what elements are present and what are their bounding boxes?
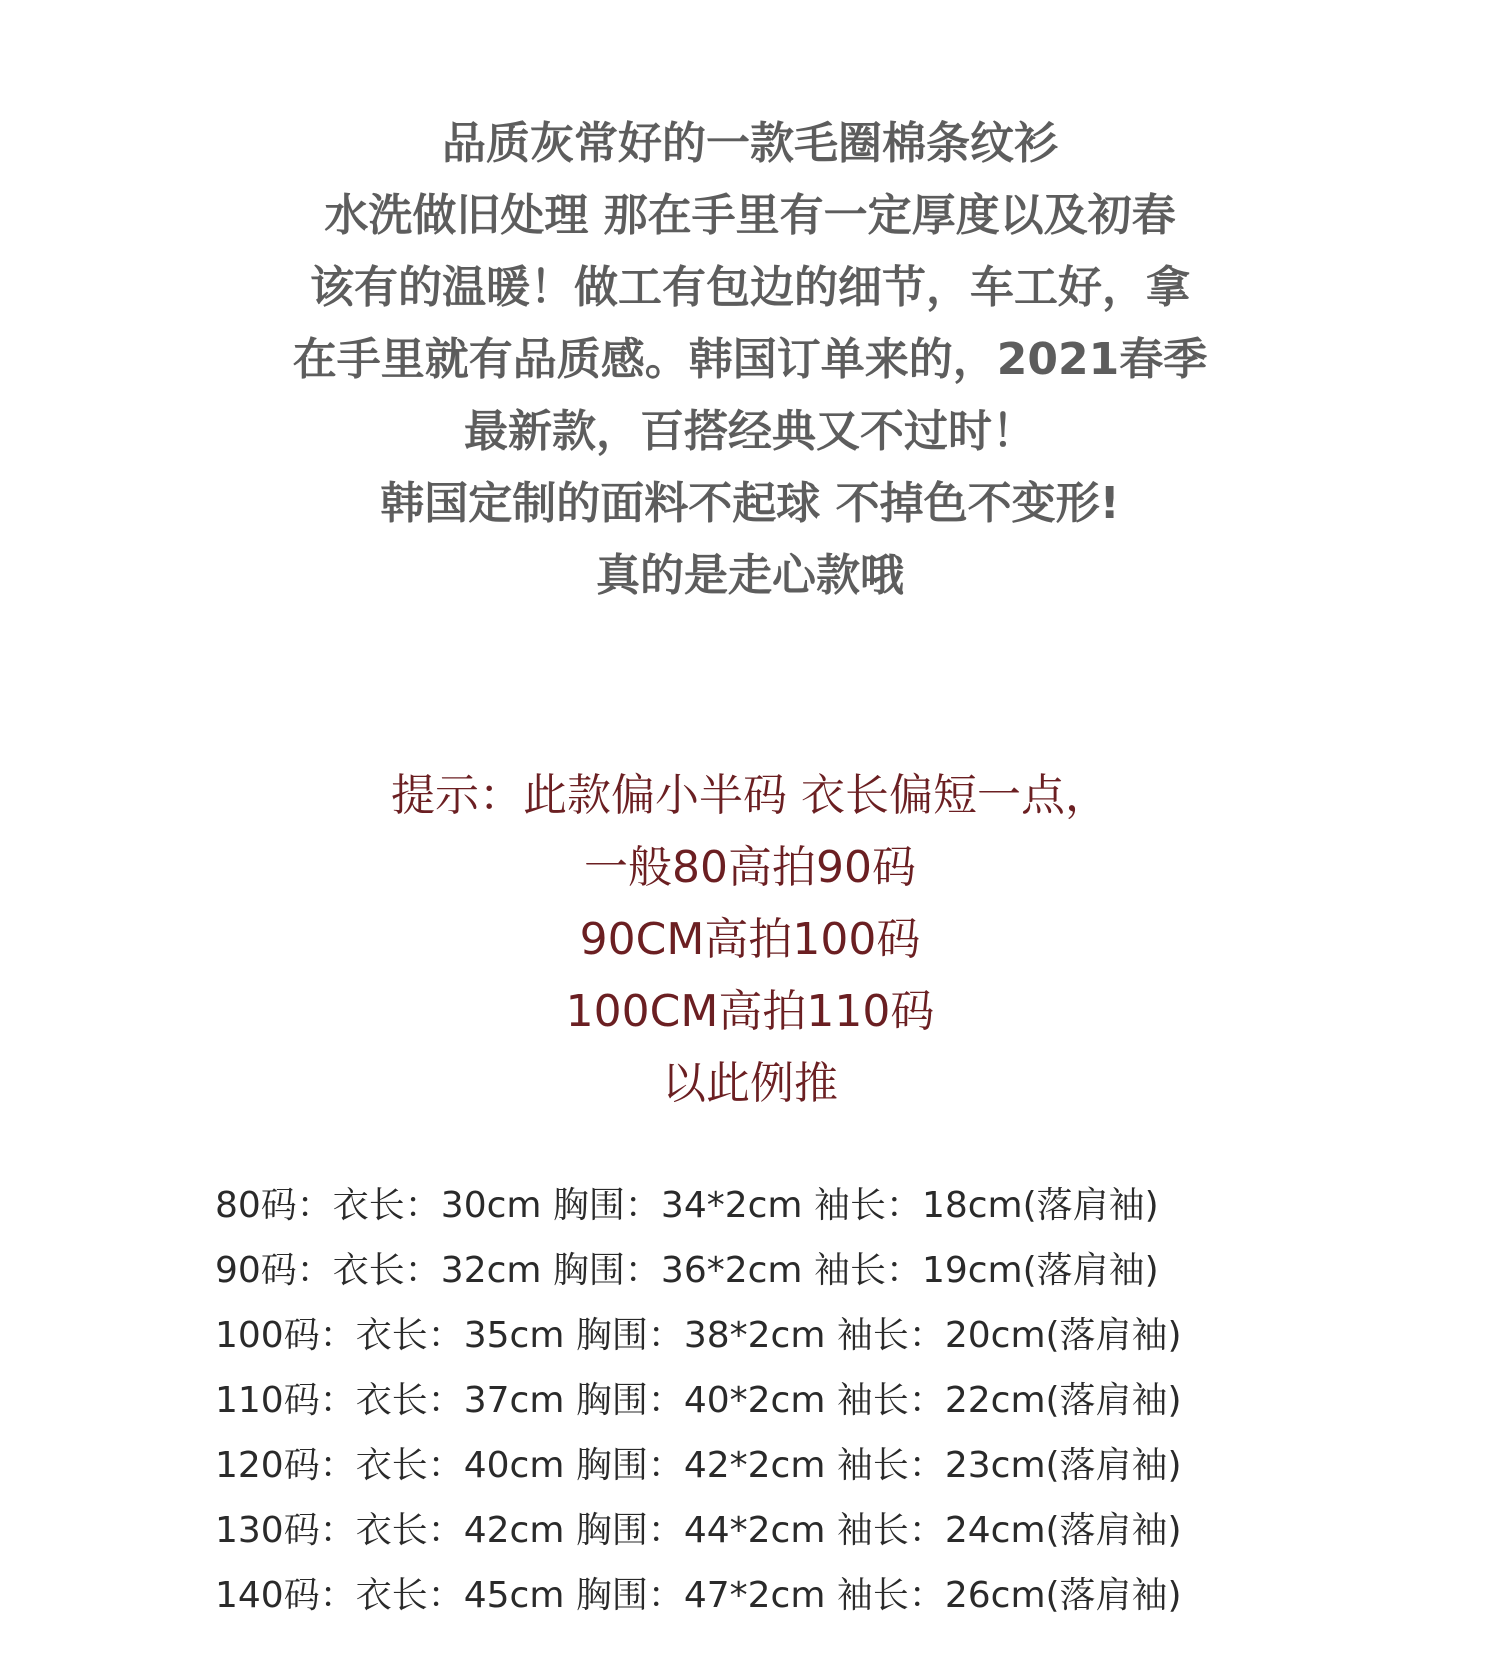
description-line: 水洗做旧处理 那在手里有一定厚度以及初春 bbox=[324, 190, 1176, 241]
size-row: 100码：衣长：35cm 胸围：38*2cm 袖长：20cm(落肩袖) bbox=[215, 1315, 1182, 1356]
description-line: 韩国定制的面料不起球 不掉色不变形! bbox=[380, 478, 1120, 529]
description-line: 最新款，百搭经典又不过时！ bbox=[464, 406, 1036, 457]
size-row: 90码：衣长：32cm 胸围：36*2cm 袖长：19cm(落肩袖) bbox=[215, 1250, 1159, 1291]
size-row: 80码：衣长：30cm 胸围：34*2cm 袖长：18cm(落肩袖) bbox=[215, 1185, 1159, 1226]
description-line: 该有的温暖！做工有包边的细节，车工好，拿 bbox=[310, 262, 1190, 313]
description-line: 品质灰常好的一款毛圈棉条纹衫 bbox=[442, 118, 1058, 169]
product-description bbox=[0, 108, 1500, 612]
size-tips bbox=[0, 760, 1500, 1120]
tips-line: 100CM高拍110码 bbox=[565, 986, 935, 1037]
size-row: 140码：衣长：45cm 胸围：47*2cm 袖长：26cm(落肩袖) bbox=[215, 1575, 1182, 1616]
size-row: 120码：衣长：40cm 胸围：42*2cm 袖长：23cm(落肩袖) bbox=[215, 1445, 1182, 1486]
tips-line: 提示：此款偏小半码 衣长偏短一点， bbox=[391, 770, 1109, 821]
description-line: 在手里就有品质感。韩国订单来的，2021春季 bbox=[292, 334, 1208, 385]
size-row: 110码：衣长：37cm 胸围：40*2cm 袖长：22cm(落肩袖) bbox=[215, 1380, 1182, 1421]
tips-line: 以此例推 bbox=[662, 1058, 838, 1109]
size-table bbox=[215, 1173, 1182, 1628]
tips-line: 90CM高拍100码 bbox=[579, 914, 921, 965]
tips-line: 一般80高拍90码 bbox=[584, 842, 916, 893]
size-row: 130码：衣长：42cm 胸围：44*2cm 袖长：24cm(落肩袖) bbox=[215, 1510, 1182, 1551]
description-line: 真的是走心款哦 bbox=[596, 550, 904, 601]
